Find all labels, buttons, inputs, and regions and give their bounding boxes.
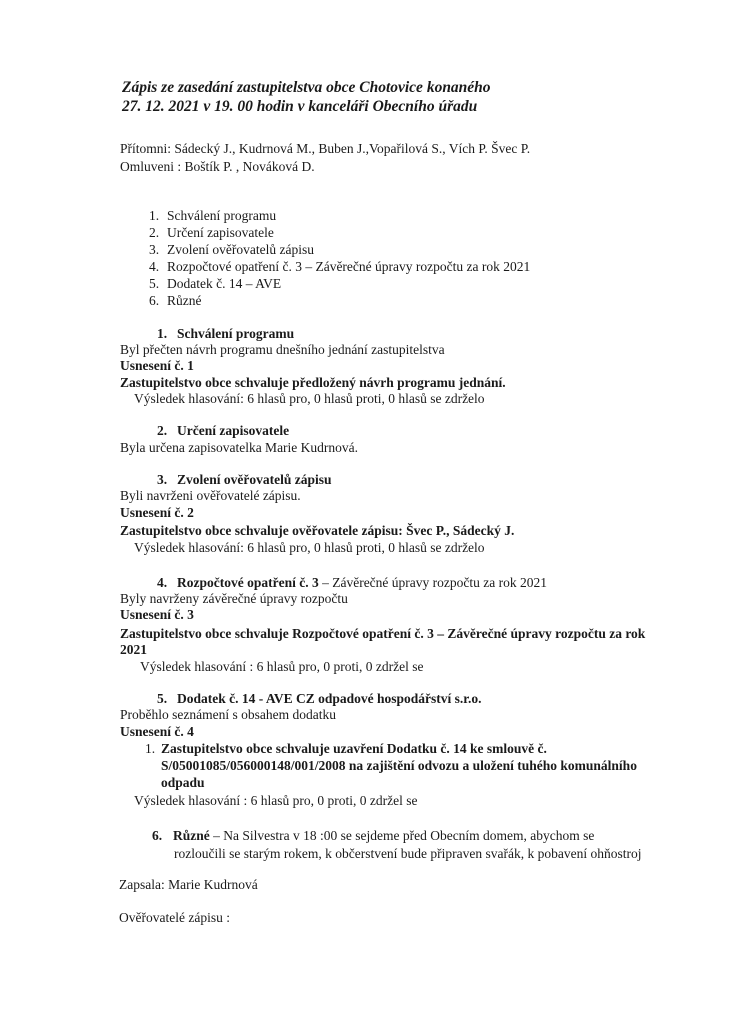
vote-result: Výsledek hlasování : 6 hlasů pro, 0 proti, 0 zdržel se [134, 793, 418, 808]
excused-members: Omluveni : Boštík P. , Nováková D. [120, 159, 315, 174]
agenda-item: 3. Zvolení ověřovatelů zápisu [149, 242, 314, 257]
section-4-heading: 4. Rozpočtové opatření č. 3 – Závěrečné úpravy rozpočtu za rok 2021 [157, 575, 547, 590]
resolution-decision: Zastupitelstvo obce schvaluje ověřovatele zápisu: Švec P., Sádecký J. [120, 523, 515, 538]
section-3-text: Byli navrženi ověřovatelé zápisu. [120, 488, 301, 503]
section-1-text: Byl přečten návrh programu dnešního jednání zastupitelstva [120, 342, 445, 357]
resolution-decision: Zastupitelstvo obce schvaluje předložený návrh programu jednání. [120, 375, 506, 390]
vote-result: Výsledek hlasování: 6 hlasů pro, 0 hlasů proti, 0 hlasů se zdrželo [134, 540, 485, 555]
resolution-decision-line1: Zastupitelstvo obce schvaluje Rozpočtové opatření č. 3 – Závěrečné úpravy rozpočtu za rok [120, 626, 646, 641]
vote-result: Výsledek hlasování : 6 hlasů pro, 0 proti, 0 zdržel se [140, 659, 424, 674]
present-members: Přítomni: Sádecký J., Kudrnová M., Buben J.,Vopařilová S., Vích P. Švec P. [120, 141, 531, 156]
section-1-heading: 1. Schválení programu [157, 326, 295, 341]
resolution-decision-item: 1. Zastupitelstvo obce schvaluje uzavření Dodatku č. 14 ke smlouvě č. [145, 741, 547, 756]
agenda-item: 1. Schválení programu [149, 208, 277, 223]
section-2-heading: 2. Určení zapisovatele [157, 423, 290, 438]
section-5-text: Proběhlo seznámení s obsahem dodatku [120, 707, 336, 722]
section-5-heading: 5. Dodatek č. 14 - AVE CZ odpadové hospodářství s.r.o. [157, 691, 482, 706]
resolution-label: Usnesení č. 3 [120, 607, 194, 622]
agenda-item: 6. Různé [149, 293, 202, 308]
resolution-label: Usnesení č. 2 [120, 505, 194, 520]
resolution-label: Usnesení č. 4 [120, 724, 194, 739]
resolution-decision-line3: odpadu [161, 775, 205, 790]
document-title-line1: Zápis ze zasedání zastupitelstva obce Chotovice konaného [122, 79, 491, 96]
section-6-text-line2: rozloučili se starým rokem, k občerstvení bude připraven svařák, k pobavení ohňostroj [174, 846, 642, 861]
agenda-item: 2. Určení zapisovatele [149, 225, 274, 240]
resolution-decision-line2: S/05001085/056000148/001/2008 na zajištění odvozu a uložení tuhého komunálního [161, 758, 637, 773]
section-3-heading: 3. Zvolení ověřovatelů zápisu [157, 472, 332, 487]
recorded-by: Zapsala: Marie Kudrnová [119, 877, 258, 892]
section-6-heading: 6. Různé – Na Silvestra v 18 :00 se sejdeme před Obecním domem, abychom se [152, 828, 595, 843]
agenda-item: 4. Rozpočtové opatření č. 3 – Závěrečné úpravy rozpočtu za rok 2021 [149, 259, 531, 274]
document-title-line2: 27. 12. 2021 v 19. 00 hodin v kanceláři Obecního úřadu [122, 98, 478, 115]
section-4-text: Byly navrženy závěrečné úpravy rozpočtu [120, 591, 348, 606]
agenda-item: 5. Dodatek č. 14 – AVE [149, 276, 282, 291]
section-2-text: Byla určena zapisovatelka Marie Kudrnová. [120, 440, 359, 455]
resolution-decision-line2: 2021 [120, 642, 147, 657]
verifiers-label: Ověřovatelé zápisu : [119, 910, 230, 925]
vote-result: Výsledek hlasování: 6 hlasů pro, 0 hlasů proti, 0 hlasů se zdrželo [134, 391, 485, 406]
resolution-label: Usnesení č. 1 [120, 358, 194, 373]
